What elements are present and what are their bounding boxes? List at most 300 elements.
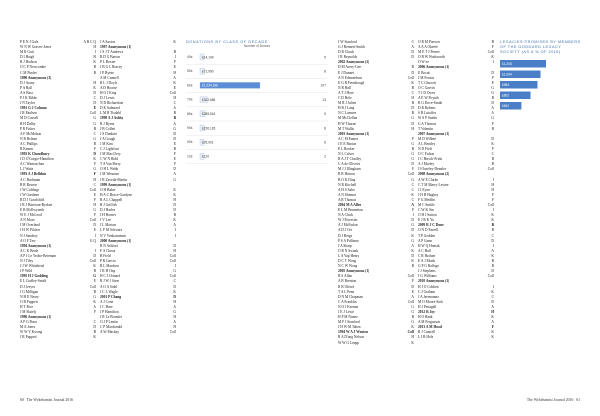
donor-name: L A Yap Henry: [338, 253, 360, 258]
donor-name: J C Hare: [100, 304, 113, 309]
donor-house: C: [491, 152, 494, 157]
donor-name: J J W Whitehead: [20, 264, 45, 269]
donor-house: Coll: [89, 218, 96, 223]
donor-name: E L M Bennetton: [338, 208, 363, 213]
donor-house: A: [491, 248, 494, 253]
donor-name: 2013 A M Hood: [418, 325, 442, 330]
donor-house: E: [491, 80, 494, 85]
donor-name: O R M Pierson: [418, 40, 440, 44]
donor-house: B: [491, 126, 494, 131]
donor-name: H J O Cobbett: [418, 284, 439, 289]
decade-donor-count: 6: [324, 140, 326, 145]
decade-label: 90s: [187, 126, 193, 130]
donor-house: I: [174, 228, 176, 233]
donor-name: M C Snittle: [418, 203, 435, 207]
donor-house: D: [411, 106, 414, 111]
donor-name: R L Mardsen: [100, 264, 119, 269]
donor-name: J C L Wagle: [100, 289, 118, 294]
donor-house: A: [491, 111, 494, 116]
donor-house: B: [491, 162, 494, 167]
decade-amount-label: £150,126: [202, 126, 216, 131]
donor-house: I: [94, 248, 96, 253]
donor-house: D: [173, 136, 176, 141]
donor-name: J R Reynolds: [338, 55, 358, 60]
donor-house: G: [411, 157, 414, 162]
donor-name: M F J Stanford: [338, 320, 360, 325]
donor-house: D: [411, 218, 414, 223]
donor-house: I: [492, 243, 494, 248]
donor-house: K: [93, 299, 96, 304]
donor-name: J L Morton: [100, 223, 117, 228]
donor-name: J E E Barton: [338, 141, 357, 146]
donor-house: C: [491, 294, 494, 299]
donor-house: K: [491, 141, 494, 146]
donor-name: A C M Eames: [338, 136, 359, 141]
donor-house: D: [173, 167, 176, 172]
donor-name: J R Paulsen: [20, 111, 37, 116]
donor-house: E: [173, 141, 176, 146]
donor-name: J H Horner: [100, 213, 116, 218]
donor-name: 1998 A J Ashby: [100, 116, 124, 121]
donor-house: A: [173, 75, 176, 80]
donor-house: F: [94, 162, 96, 167]
donor-name: P R Garcia: [100, 259, 116, 264]
donor-name: 1993 A J Bellshm: [20, 172, 47, 177]
donor-house: G: [411, 141, 414, 146]
donor-name: A J Conn: [100, 299, 114, 304]
donor-house: G: [173, 269, 176, 274]
donor-house: D: [491, 238, 494, 243]
legacy-value-label: £562: [502, 103, 510, 108]
donor-house: B: [93, 269, 96, 274]
decade-amount-label: £285,616: [202, 112, 216, 117]
legacy-value-label: £984: [502, 82, 510, 87]
donor-name: D N M Chapman: [338, 294, 363, 299]
donor-row: [100, 330, 176, 335]
donor-house: D: [93, 325, 96, 330]
donor-house: B: [411, 101, 414, 106]
donor-house: F: [492, 121, 494, 126]
donor-name: O C P Newcombe: [20, 65, 46, 70]
donor-name: 2001 P Chang: [100, 294, 122, 299]
donor-name: A N Mose: [20, 218, 35, 223]
donor-name: M R Gutt: [20, 50, 34, 55]
decade-donor-count: 8: [324, 69, 326, 74]
donor-name: N R Hall: [338, 85, 351, 90]
donor-name: J M Overland: [20, 223, 40, 228]
donor-house: D: [93, 101, 96, 106]
donor-name: M R J Julien: [338, 101, 357, 106]
donor-house: C: [411, 197, 414, 202]
donor-house: I: [412, 213, 414, 218]
donor-name: J A Sharp: [338, 243, 352, 248]
donor-house: G: [93, 274, 96, 279]
donor-house: D: [411, 55, 414, 60]
donor-house: H: [173, 96, 176, 101]
donor-house: F: [94, 146, 96, 151]
donor-name: P R Fisher: [20, 126, 36, 131]
donor-house: C: [411, 90, 414, 95]
decade-donor-count: 8: [324, 126, 326, 131]
donor-name: C M Pinder: [20, 70, 37, 75]
donor-house: H: [411, 96, 414, 101]
donor-name: R L J Doyle: [100, 80, 118, 85]
donor-name: 2008 Anonymous (2): [418, 172, 450, 177]
donor-name: J J Stephens: [418, 269, 436, 274]
donor-house: G: [173, 309, 176, 314]
donor-house: B: [93, 289, 96, 294]
donor-house: H: [93, 55, 96, 60]
donor-name: C D Hole: [338, 96, 352, 101]
donor-name: L M R Tisdahl: [100, 111, 121, 116]
donor-house: I: [492, 177, 494, 182]
donor-house: C: [93, 182, 96, 187]
donor-column-4: [418, 40, 494, 341]
donor-column-2: [100, 40, 176, 335]
donor-house: B: [93, 126, 96, 131]
donor-house: K: [173, 187, 176, 192]
donor-name: H O J King: [100, 90, 117, 95]
donor-name: E B McIlwyneth: [20, 208, 44, 213]
journal-title-left: The Wykehamist Journal 2016: [26, 398, 73, 402]
donor-house: D: [411, 162, 414, 167]
donor-name: J N Taylor: [20, 101, 36, 106]
donor-house: E: [173, 157, 176, 162]
donor-name: A H S Sabo: [338, 187, 355, 192]
donor-name: 1992 K Choudhury: [20, 152, 50, 157]
donor-name: R J Byrne: [100, 121, 115, 126]
donor-name: D J Harlee: [100, 208, 116, 213]
donor-name: E L Booker: [338, 146, 355, 151]
donor-name: A N Edmondson: [338, 75, 362, 80]
donor-name: P L Boxter: [100, 60, 116, 65]
donor-house: C: [93, 320, 96, 325]
donor-name: J R J Harrison-Byrken: [20, 203, 53, 207]
decade-label: 80s: [187, 111, 193, 116]
donor-name: N H E Neary: [20, 294, 39, 299]
donor-house: B: [93, 330, 96, 335]
donor-name: J P Byrne: [100, 70, 114, 75]
donor-house: Coll: [169, 274, 176, 279]
donor-name: 1994 W A J Wooten: [338, 330, 368, 335]
donor-name: R Field: [100, 253, 111, 258]
donor-house: E: [411, 289, 414, 294]
donor-name: F G Medlin: [418, 197, 435, 202]
donor-name: O C Garvin: [418, 85, 435, 90]
donor-name: T C Glascott: [418, 80, 437, 85]
donor-name: N O J Keenan: [338, 304, 359, 309]
donor-name: J M Slately: [20, 309, 37, 314]
donor-house: B: [491, 157, 494, 162]
donor-house: I: [174, 264, 176, 269]
donor-house: Coll: [169, 253, 176, 258]
donor-name: C W N Ridd: [100, 157, 118, 162]
donor-name: D M Avery-Gee: [338, 65, 362, 70]
donor-name: J M Kim: [100, 141, 113, 146]
donor-name: D K Salmond: [100, 106, 120, 111]
donor-house: D: [411, 121, 414, 126]
donor-house: A: [491, 304, 494, 309]
donor-house: A: [491, 320, 494, 325]
donor-name: E L Godley-Smith: [20, 279, 47, 284]
donor-house: Coll: [169, 259, 176, 264]
donor-name: T Valentin: [418, 126, 433, 131]
donor-house: A: [93, 304, 96, 309]
donor-name: P A Ball: [20, 85, 32, 90]
donor-name: 1994 Anonymous (1): [20, 243, 52, 248]
donor-house: C: [411, 182, 414, 187]
donor-name: J B Collett: [100, 126, 116, 131]
donor-house: C: [173, 101, 176, 106]
donor-name: J H W Pilcher: [20, 228, 41, 233]
donor-house: A: [173, 172, 176, 177]
donor-house: Coll: [89, 187, 96, 192]
donor-house: I: [492, 284, 494, 289]
donor-name: H J Pettagall: [418, 304, 437, 309]
donor-name: M D Cussell: [20, 116, 39, 121]
donor-name: M J J Illingham: [338, 167, 361, 172]
donor-name: C P Macdonald: [100, 325, 123, 330]
donor-name: J H W M Tabea: [338, 325, 361, 330]
donor-house: C: [411, 187, 414, 192]
donor-name: W E J McLeod: [20, 213, 42, 218]
donor-name: P J K Bibbs: [20, 96, 37, 101]
donor-name: A P Gunn: [418, 238, 433, 243]
donor-name: J M MacClery: [100, 152, 121, 157]
donor-name: T P Gedden: [418, 233, 435, 238]
donor-name: D J Jeeyes: [20, 284, 36, 289]
donor-name: O N D Farrell: [418, 228, 439, 233]
donor-house: G: [93, 208, 96, 213]
donor-name: A A A Okeefe: [418, 45, 438, 50]
donor-house: A: [411, 294, 414, 299]
donor-house: K: [411, 325, 414, 330]
donor-house: G: [411, 320, 414, 325]
footer-right: [527, 398, 580, 402]
donor-house: F: [174, 60, 176, 65]
donor-house: F: [174, 152, 176, 157]
donor-house: K: [411, 259, 414, 264]
donor-name: R Kemm: [20, 146, 34, 151]
legacy-chart-plot: [500, 56, 582, 152]
donor-house: Coll: [407, 172, 414, 177]
donor-house: K: [491, 335, 494, 340]
donor-house: H: [93, 80, 96, 85]
donor-house: K: [173, 218, 176, 223]
donor-name: C A de Oliveira: [338, 162, 361, 167]
donor-house: G: [411, 116, 414, 121]
donor-house: D: [491, 299, 494, 304]
donor-house: A: [411, 203, 414, 207]
donor-house: G: [491, 90, 494, 95]
donor-name: R N Ashford: [100, 243, 119, 248]
donor-house: G: [93, 294, 96, 299]
donor-house: D: [173, 243, 176, 248]
decade-donor-count: 13: [322, 97, 326, 102]
donor-house: K: [411, 248, 414, 253]
decade-donor-count: 107: [320, 83, 326, 88]
donor-name: A C Warnaschan: [20, 162, 44, 167]
donor-name: J B G L Bracey: [100, 65, 123, 70]
donor-house: Coll: [407, 330, 414, 335]
donor-name: A C K Beale: [20, 248, 39, 253]
donor-row: [338, 341, 414, 346]
donor-house: K: [173, 40, 176, 44]
decade-amount-label: £29,901: [202, 140, 214, 145]
donor-name: A D J Orr: [338, 228, 353, 233]
footer-left: [20, 398, 73, 402]
donor-house: F: [412, 208, 414, 213]
donor-house: B: [93, 65, 96, 70]
donor-name: 2010 Anonymous (1): [418, 279, 450, 284]
donor-name: W J Forrester: [338, 218, 358, 223]
donor-house: Coll: [407, 274, 414, 279]
decade-donor-count: 5: [324, 55, 326, 60]
donor-house: F: [174, 162, 176, 167]
donor-house: G: [93, 136, 96, 141]
donor-name: A L Bentley: [418, 141, 436, 146]
donor-house: G Q: [89, 238, 96, 243]
journal-title-right: The Wykehamist Journal 2016: [526, 398, 574, 402]
donor-house: G: [411, 304, 414, 309]
donor-name: H O Bank: [418, 315, 433, 320]
donor-name: A C Phillips: [20, 141, 38, 146]
donor-house: G: [93, 116, 96, 121]
donor-house: D: [93, 152, 96, 157]
donor-house: E: [173, 65, 176, 70]
donor-house: Coll: [89, 111, 96, 116]
donor-name: A D Hoarse: [100, 85, 117, 90]
donor-name: J M Fenton: [418, 75, 435, 80]
donor-house: K: [491, 330, 494, 335]
donor-name: O C Fulton: [418, 152, 435, 157]
donor-name: B D G Barton: [100, 55, 121, 60]
donor-name: O H Baker: [100, 187, 116, 192]
donor-house: K: [173, 289, 176, 294]
donor-name: J S Dunkins: [100, 131, 118, 136]
donor-name: G P G Raffsge: [418, 264, 439, 269]
donor-house: K: [491, 213, 494, 218]
donor-name: M A Jones: [20, 325, 36, 330]
legacy-chart-title: LEGACIES PROMISED BY MEMBERS OF THE GODDARD LEGACY SOCIETY (AS A % OF 2016): [500, 40, 581, 55]
donor-name: A M Fergusson: [418, 320, 441, 325]
donor-name: M E T J Pernet: [418, 50, 440, 55]
donor-name: N R Belmer: [20, 136, 38, 141]
donor-house: B: [173, 146, 176, 151]
donor-house: D: [93, 253, 96, 258]
donor-row: [418, 335, 494, 340]
legacy-value-label: £1,064: [502, 72, 512, 77]
donor-name: J A Gough: [100, 136, 116, 141]
donor-house: F: [412, 167, 414, 172]
donor-house: D: [173, 294, 176, 299]
donor-house: Coll: [89, 284, 96, 289]
donor-house: F: [492, 146, 494, 151]
donor-name: A P J Le Yeohe-Beteman: [20, 253, 56, 258]
donor-name: D J Berge: [338, 233, 353, 238]
donor-name: O W ee: [418, 60, 429, 65]
donor-name: 1991 G J Colman: [20, 106, 47, 111]
donor-house: K: [173, 192, 176, 197]
donor-name: D J Lewis: [100, 96, 115, 101]
donor-house: H: [411, 335, 414, 340]
donor-name: C W K Sin: [418, 208, 434, 213]
donor-name: J G Milligan: [20, 289, 39, 294]
donor-name: J P Hamilton: [100, 309, 119, 314]
donor-name: R J Hodson: [20, 60, 37, 65]
donor-house: K: [93, 60, 96, 65]
donor-house: H: [411, 126, 414, 131]
donor-house: E: [93, 228, 96, 233]
donor-house: Coll: [487, 50, 494, 55]
donor-name: J S J T Andrews: [100, 50, 124, 55]
donor-name: 2002 Anonymous (2): [338, 60, 370, 65]
donor-name: P E N J Gale: [20, 40, 39, 44]
donor-house: B: [491, 40, 494, 44]
donor-house: C: [173, 279, 176, 284]
decade-label: 10s: [187, 154, 193, 159]
donor-house: K: [93, 157, 96, 162]
donor-name: C T M Marry-Levine: [418, 182, 449, 187]
donor-name: N L Calver: [338, 152, 355, 157]
donor-name: G J Bennett-Smith: [338, 45, 365, 50]
donor-name: E G R Fernihough: [338, 80, 365, 85]
donor-house: B: [411, 65, 414, 70]
donor-name: W W G Leupp: [338, 340, 360, 345]
donor-name: M O Moore-Stok: [418, 299, 443, 304]
donor-house: F: [94, 213, 96, 218]
donor-house: A B C Q: [83, 40, 96, 44]
donor-house: H: [93, 45, 96, 50]
donor-house: K: [491, 253, 494, 258]
donor-name: N C Lumsen: [338, 111, 357, 116]
donor-name: J C Hirsch-Frida: [418, 157, 442, 162]
donor-house: E: [93, 106, 96, 111]
donor-house: D: [491, 269, 494, 274]
donor-house: F: [492, 45, 494, 50]
donor-name: 1996 Anonymous (1): [20, 315, 52, 320]
donor-house: B: [411, 85, 414, 90]
legacy-value-label: £1,208: [502, 61, 512, 66]
donor-name: R G Dove-Smith: [418, 101, 443, 106]
donor-house: D: [173, 208, 176, 213]
donor-house: I: [492, 208, 494, 213]
donor-name: D R Robens: [418, 106, 436, 111]
decade-donor-count: 2: [324, 154, 326, 159]
donor-house: B: [411, 315, 414, 320]
donor-name: O R N Swank: [338, 248, 359, 253]
donor-house: F: [412, 279, 414, 284]
donor-name: 2000 Anonymous (1): [100, 238, 132, 243]
donor-name: R A L Chappell: [100, 197, 123, 202]
donor-name: R A D'ung Nelson: [338, 335, 365, 340]
donor-name: T A L Penn: [338, 289, 355, 294]
donor-house: I: [94, 50, 96, 55]
page-number-left: 60: [20, 398, 24, 402]
donor-house: E: [93, 279, 96, 284]
page-number-right: 61: [576, 398, 580, 402]
donor-name: N R Kitchell: [338, 182, 357, 187]
donor-house: B: [173, 116, 176, 121]
donor-house: C: [93, 96, 96, 101]
donor-name: N V Venkatraman: [100, 233, 126, 238]
donor-name: H W Thorne: [338, 121, 356, 126]
donor-name: A C Hall: [418, 248, 431, 253]
donor-name: J R H Ong: [100, 269, 116, 274]
donor-house: C: [93, 131, 96, 136]
donor-house: F: [94, 197, 96, 202]
donor-house: Coll: [169, 330, 176, 335]
